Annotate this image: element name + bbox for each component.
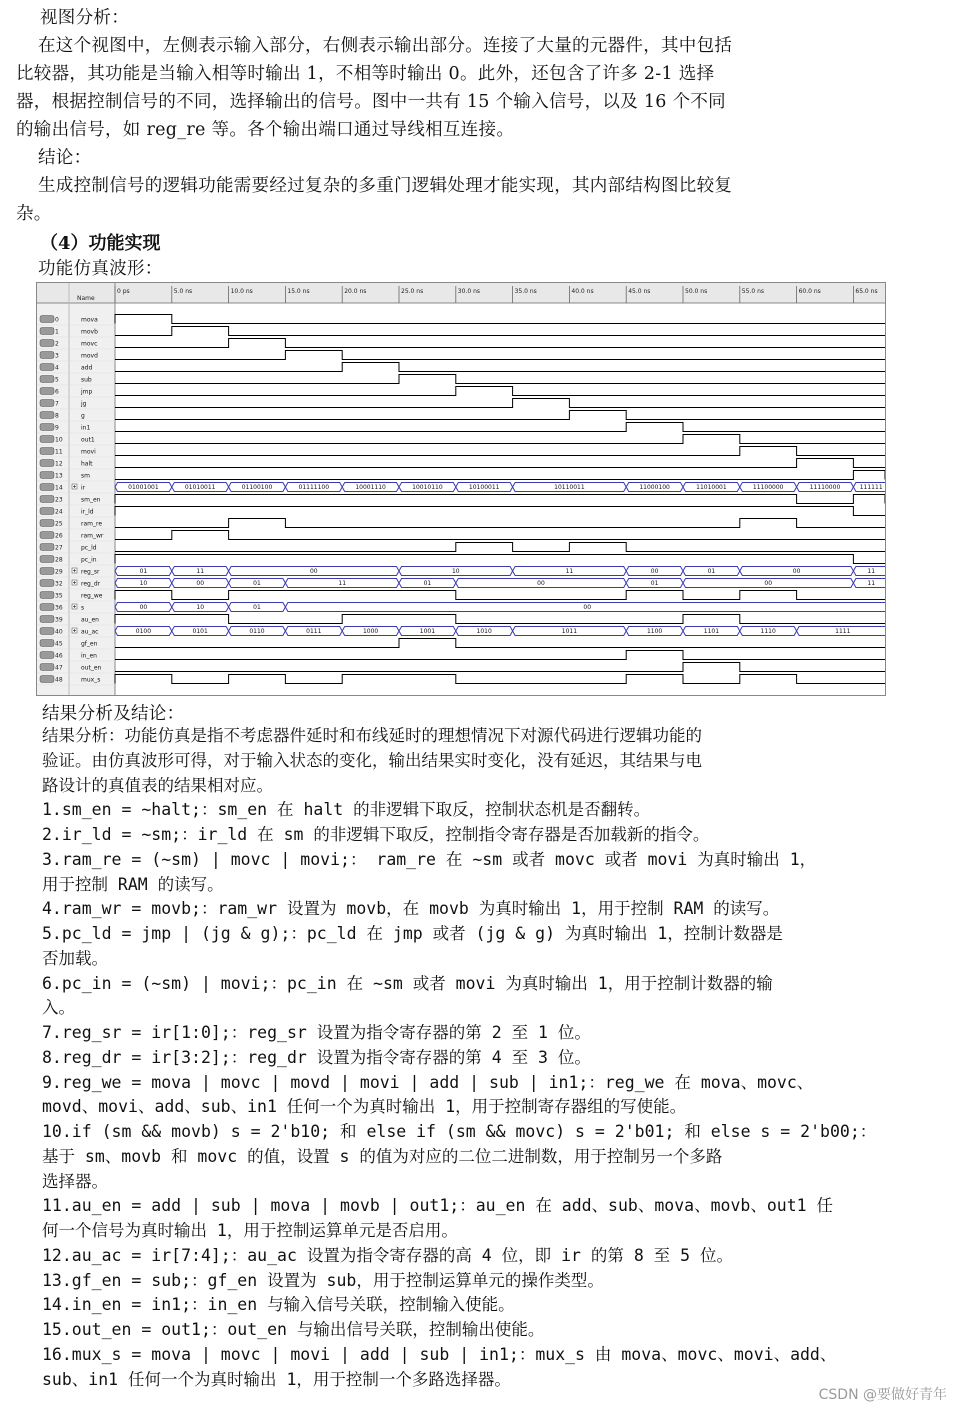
bus-value: 11 — [867, 568, 876, 576]
signal-icon — [40, 424, 54, 431]
signal-icon — [40, 664, 54, 671]
time-label: 60.0 ns — [798, 288, 821, 295]
result-line: 6.pc_in = (~sm) | movi;：pc_in 在 ~sm 或者 movi 为真时输出 1，用于控制计数器的输 — [42, 973, 773, 993]
signal-index: 3 — [55, 352, 59, 360]
bus-value: 1011 — [561, 628, 578, 636]
conclusion-heading: 结论： — [38, 148, 92, 168]
result-line: 基于 sm、movb 和 movc 的值，设置 s 的值为对应的二位二进制数，用于控制另一个多路 — [42, 1146, 723, 1166]
signal-index: 14 — [55, 484, 63, 492]
signal-name: in1 — [81, 424, 91, 432]
conclusion-line: 生成控制信号的逻辑功能需要经过复杂的多重门逻辑处理才能实现，其内部结构图比较复 — [38, 176, 733, 196]
bus-value: 111111 — [859, 484, 883, 492]
bus-value: 00 — [139, 604, 148, 612]
signal-icon — [40, 328, 54, 335]
signal-index: 25 — [55, 520, 63, 528]
signal-name: reg_we — [81, 592, 103, 600]
bus-value: 01 — [423, 580, 432, 588]
signal-index: 40 — [55, 628, 63, 636]
time-label: 0 ps — [117, 288, 130, 295]
signal-name: mova — [81, 316, 98, 324]
bus-value: 0110 — [249, 628, 265, 636]
result-line: 路设计的真值表的结果相对应。 — [42, 775, 273, 795]
signal-icon — [40, 568, 54, 575]
bus-value: 1000 — [362, 628, 379, 636]
signal-wave — [115, 363, 885, 372]
signal-name: ir — [81, 484, 86, 492]
signal-index: 45 — [55, 640, 63, 648]
bus-value: 11110000 — [809, 484, 841, 492]
bus-value: 01001001 — [128, 484, 159, 492]
signal-icon — [40, 352, 54, 359]
time-label: 65.0 ns — [855, 288, 878, 295]
signal-wave — [115, 447, 885, 456]
signal-icon — [40, 316, 54, 323]
result-line: 1.sm_en = ~halt;：sm_en 在 halt 的非逻辑下取反，控制状态机是否翻转。 — [42, 800, 651, 820]
signal-icon — [40, 376, 54, 383]
result-line: 10.if (sm && movb) s = 2'b10; 和 else if (sm && movc) s = 2'b01; 和 else s = 2'b00;： — [42, 1122, 877, 1141]
section-subtitle: 功能仿真波形： — [38, 259, 163, 279]
result-line: 5.pc_ld = jmp | (jg & g);：pc_ld 在 jmp 或者 (jg & g) 为真时输出 1，控制计数器是 — [42, 924, 783, 943]
result-line: 2.ir_ld = ~sm;：ir_ld 在 sm 的非逻辑下取反，控制指令寄存器是否加载新的指令。 — [42, 825, 710, 844]
bus-value: 1100 — [646, 628, 663, 636]
signal-index: 27 — [55, 544, 63, 552]
bus-value: 01 — [139, 568, 148, 576]
signal-icon — [40, 580, 54, 587]
signal-name: au_ac — [81, 628, 99, 636]
result-line: 结果分析：功能仿真是指不考虑器件延时和布线延时的理想情况下对源代码进行逻辑功能的 — [42, 726, 702, 745]
bus-value: 10001110 — [355, 484, 386, 492]
bus-value: 01 — [253, 604, 261, 612]
signal-icon — [40, 616, 54, 623]
signal-name: movi — [81, 448, 96, 456]
result-line: 否加载。 — [42, 948, 108, 968]
signal-wave — [115, 411, 885, 420]
signal-index: 13 — [55, 472, 63, 480]
bus-value: 11 — [565, 568, 574, 576]
result-line: 14.in_en = in1;：in_en 与输入信号关联，控制输入使能。 — [42, 1295, 515, 1315]
signal-icon — [40, 508, 54, 515]
signal-wave — [115, 351, 885, 360]
signal-wave — [115, 387, 885, 396]
result-line: 9.reg_we = mova | movc | movd | movi | add | sub | in1;：reg_we 在 mova、movc、 — [42, 1072, 814, 1092]
bus-value: 01010011 — [184, 484, 216, 492]
result-line: 4.ram_wr = movb;：ram_wr 设置为 movb，在 movb 为真时输出 1，用于控制 RAM 的读写。 — [42, 899, 780, 919]
header-name: Name — [77, 295, 95, 302]
time-label: 15.0 ns — [287, 288, 310, 295]
signal-name: movd — [81, 352, 98, 360]
signal-wave — [115, 423, 885, 432]
signal-index: 11 — [55, 448, 63, 456]
bus-value: 0111 — [306, 628, 322, 636]
signal-wave — [115, 543, 885, 552]
time-label: 5.0 ns — [173, 288, 193, 295]
bus-value: 01 — [253, 580, 261, 588]
signal-icon — [40, 556, 54, 563]
signal-wave — [115, 399, 885, 408]
bus-value: 10110011 — [554, 484, 585, 492]
time-label: 50.0 ns — [685, 288, 708, 295]
bus-value: 0101 — [192, 628, 208, 636]
signal-wave — [115, 663, 885, 672]
signal-icon — [40, 340, 54, 347]
time-label: 35.0 ns — [514, 288, 537, 295]
signal-index: 10 — [55, 436, 63, 444]
result-line: 入。 — [42, 998, 75, 1018]
bus-value: 11000100 — [639, 484, 670, 492]
result-line: 11.au_en = add | sub | mova | movb | out1;：au_en 在 add、sub、mova、movb、out1 任 — [42, 1196, 834, 1216]
signal-icon — [40, 436, 54, 443]
intro-line: 在这个视图中，左侧表示输入部分，右侧表示输出部分。连接了大量的元器件，其中包括 — [38, 36, 733, 56]
signal-wave — [115, 639, 885, 648]
signal-name: sm_en — [81, 496, 101, 504]
signal-icon — [40, 364, 54, 371]
signal-name: in_en — [81, 652, 97, 660]
signal-icon — [40, 652, 54, 659]
signal-index: 47 — [55, 664, 63, 672]
section-title: （4）功能实现 — [40, 233, 161, 254]
bus-value: 11 — [338, 580, 347, 588]
bus-value: 1110 — [760, 628, 776, 636]
result-line: 选择器。 — [42, 1171, 108, 1191]
time-label: 25.0 ns — [401, 288, 424, 295]
signal-icon — [40, 628, 54, 635]
signal-name: ir_ld — [81, 508, 94, 516]
signal-icon — [40, 460, 54, 467]
result-line: 3.ram_re = (~sm) | movc | movi;： ram_re 在 ~sm 或者 movc 或者 movi 为真时输出 1， — [42, 849, 817, 869]
intro-line: 器，根据控制信号的不同，选择输出的信号。图中一共有 15 个输入信号，以及 16 个不同 — [16, 92, 726, 112]
result-line: 验证。由仿真波形可得，对于输入状态的变化，输出结果实时变化，没有延迟，其结果与电 — [42, 750, 702, 770]
intro-heading: 视图分析： — [40, 8, 129, 28]
result-line: 16.mux_s = mova | movc | movi | add | sub | in1;：mux_s 由 mova、movc、movi、add、 — [42, 1344, 837, 1364]
signal-wave — [115, 615, 885, 624]
signal-name: ram_re — [81, 520, 103, 528]
signal-index: 0 — [55, 316, 59, 324]
signal-icon — [40, 532, 54, 539]
signal-wave — [115, 591, 885, 600]
bus-value: 1101 — [703, 628, 720, 636]
bus-value: 1111 — [835, 628, 851, 636]
signal-index: 26 — [55, 532, 63, 540]
bus-value: 00 — [196, 580, 205, 588]
bus-value: 0100 — [135, 628, 152, 636]
waveform-window[interactable] — [36, 282, 886, 696]
signal-index: 32 — [55, 580, 63, 588]
bus-value: 01 — [707, 568, 716, 576]
signal-index: 29 — [55, 568, 63, 576]
signal-icon — [40, 412, 54, 419]
signal-name: reg_dr — [81, 580, 101, 588]
signal-index: 4 — [55, 364, 59, 372]
result-heading: 结果分析及结论： — [42, 704, 185, 724]
intro-line: 比较器，其功能是当输入相等时输出 1，不相等时输出 0。此外，还包含了许多 2-1 选择 — [16, 64, 715, 84]
signal-wave — [115, 375, 885, 384]
signal-name: mux_s — [81, 676, 101, 684]
signal-name: ram_wr — [81, 532, 104, 540]
bus-value: 10010110 — [412, 484, 443, 492]
signal-icon — [40, 520, 54, 527]
bus-value: 00 — [309, 568, 318, 576]
signal-icon — [40, 388, 54, 395]
result-line: movd、movi、add、sub、in1 任何一个为真时输出 1，用于控制寄存器组的写使能。 — [42, 1097, 687, 1117]
signal-name: pc_ld — [81, 544, 97, 552]
result-line: 8.reg_dr = ir[3:2];：reg_dr 设置为指令寄存器的第 4 至 3 位。 — [42, 1047, 591, 1067]
conclusion-line: 杂。 — [16, 204, 52, 224]
result-line: 13.gf_en = sub;：gf_en 设置为 sub，用于控制运算单元的操作类型。 — [42, 1270, 604, 1290]
signal-icon — [40, 484, 54, 491]
signal-index: 36 — [55, 604, 63, 612]
signal-wave — [115, 459, 885, 468]
signal-wave — [115, 675, 885, 684]
bus-value: 11 — [196, 568, 205, 576]
signal-icon — [40, 472, 54, 479]
bus-value: 01100100 — [241, 484, 273, 492]
signal-index: 46 — [55, 652, 63, 660]
time-label: 45.0 ns — [628, 288, 651, 295]
signal-name: out1 — [81, 436, 95, 444]
bus-value: 00 — [792, 568, 801, 576]
signal-wave — [115, 435, 885, 444]
result-line: 用于控制 RAM 的读写。 — [42, 874, 224, 894]
signal-index: 6 — [55, 388, 59, 396]
signal-name: au_en — [81, 616, 99, 624]
signal-index: 12 — [55, 460, 63, 468]
bus-value: 11100000 — [752, 484, 784, 492]
signal-wave — [115, 651, 885, 660]
signal-index: 1 — [55, 328, 59, 336]
signal-icon — [40, 544, 54, 551]
bus-value: 11010001 — [696, 484, 727, 492]
signal-wave — [115, 507, 885, 516]
signal-wave — [115, 471, 885, 480]
signal-name: jg — [81, 400, 87, 408]
signal-index: 8 — [55, 412, 59, 420]
signal-icon — [40, 676, 54, 683]
time-label: 20.0 ns — [344, 288, 367, 295]
bus-value: 10 — [196, 604, 205, 612]
signal-icon — [40, 400, 54, 407]
bus-value: 10100011 — [468, 484, 500, 492]
result-line: 何一个信号为真时输出 1，用于控制运算单元是否启用。 — [42, 1221, 458, 1240]
bus-value: 10 — [451, 568, 460, 576]
signal-icon — [40, 448, 54, 455]
signal-icon — [40, 640, 54, 647]
signal-wave — [115, 327, 885, 336]
bus-value: 10 — [139, 580, 148, 588]
signal-index: 28 — [55, 556, 63, 564]
signal-name: sub — [81, 376, 92, 384]
bus-value: 00 — [537, 580, 545, 588]
signal-index: 39 — [55, 616, 63, 624]
bus-value: 00 — [764, 580, 773, 588]
signal-name: gf_en — [81, 640, 98, 648]
bus-value: 01111100 — [298, 484, 330, 492]
signal-index: 9 — [55, 424, 59, 432]
bus-value: 11 — [867, 580, 876, 588]
signal-wave — [115, 555, 885, 564]
bus-value: 00 — [650, 568, 659, 576]
signal-name: reg_sr — [81, 568, 100, 576]
time-label: 55.0 ns — [741, 288, 765, 295]
signal-name: add — [81, 364, 93, 372]
signal-icon — [40, 496, 54, 503]
bus-value: 00 — [583, 604, 592, 612]
signal-name: sm — [81, 472, 90, 480]
intro-line: 的输出信号，如 reg_re 等。各个输出端口通过导线相互连接。 — [16, 120, 515, 140]
signal-index: 2 — [55, 340, 59, 348]
result-line: 15.out_en = out1;：out_en 与输出信号关联，控制输出使能。 — [42, 1320, 545, 1339]
signal-index: 7 — [55, 400, 59, 408]
signal-wave — [115, 495, 885, 504]
signal-wave — [115, 339, 885, 348]
bus-value: 1010 — [476, 628, 492, 636]
result-line: sub、in1 任何一个为真时输出 1，用于控制一个多路选择器。 — [42, 1369, 511, 1389]
signal-wave — [115, 315, 885, 324]
signal-wave — [115, 531, 885, 540]
signal-name: movb — [81, 328, 98, 336]
signal-name: s — [81, 604, 85, 612]
signal-name: movc — [81, 340, 98, 348]
signal-name: jmp — [81, 388, 93, 396]
signal-index: 48 — [55, 676, 63, 684]
signal-icon — [40, 604, 54, 611]
bus-value: 01 — [650, 580, 659, 588]
bus-value: 1001 — [419, 628, 436, 636]
waveform-svg — [37, 283, 885, 695]
result-line: 12.au_ac = ir[7:4];：au_ac 设置为指令寄存器的高 4 位，即 ir 的第 8 至 5 位。 — [42, 1245, 733, 1265]
watermark: CSDN @要做好青年 — [818, 1387, 947, 1403]
signal-index: 5 — [55, 376, 59, 384]
time-label: 10.0 ns — [230, 288, 253, 295]
signal-index: 23 — [55, 496, 63, 504]
time-label: 30.0 ns — [457, 288, 481, 295]
time-label: 40.0 ns — [571, 288, 594, 295]
signal-index: 35 — [55, 592, 63, 600]
signal-name: g — [81, 412, 85, 420]
signal-name: pc_in — [81, 556, 97, 564]
signal-icon — [40, 592, 54, 599]
signal-name: out_en — [81, 664, 102, 672]
signal-wave — [115, 519, 885, 528]
signal-name: halt — [81, 460, 93, 468]
signal-index: 24 — [55, 508, 63, 516]
result-line: 7.reg_sr = ir[1:0];：reg_sr 设置为指令寄存器的第 2 至 1 位。 — [42, 1023, 591, 1042]
